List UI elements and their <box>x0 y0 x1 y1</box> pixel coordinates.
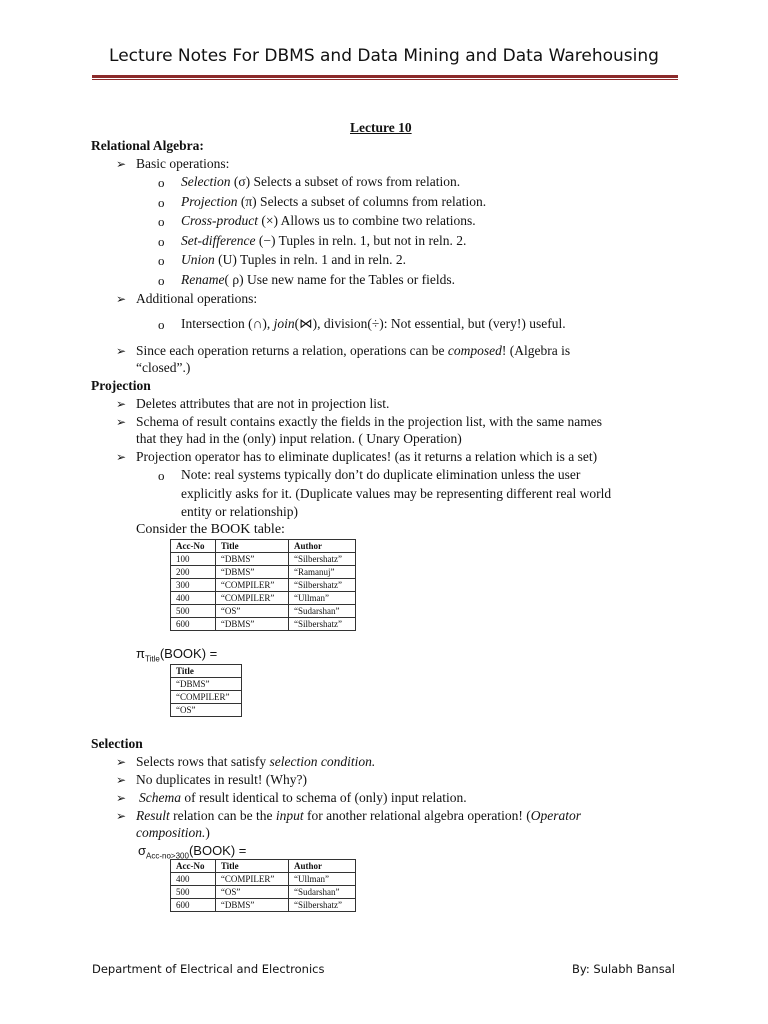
table-cell: “COMPILER” <box>215 873 288 886</box>
table-cell: “Sudarshan” <box>289 886 356 899</box>
basic-op-item: Set-difference (−) Tuples in reln. 1, but not in reln. 2. <box>181 233 467 248</box>
column-header: Author <box>289 540 356 553</box>
table-header-row <box>171 665 242 678</box>
title-result-table <box>170 664 242 717</box>
bullet-arrow-icon: ➢ <box>116 397 127 411</box>
book-table <box>170 539 356 631</box>
table-cell: 600 <box>171 899 216 912</box>
basic-op-item: Cross-product (×) Allows us to combine two relations. <box>181 213 476 228</box>
table-row <box>171 605 356 618</box>
table-cell: 200 <box>171 566 216 579</box>
table-cell: “Sudarshan” <box>289 605 356 618</box>
table-row <box>171 618 356 631</box>
bullet-arrow-icon: ➢ <box>116 809 127 823</box>
table-cell: “Ullman” <box>289 592 356 605</box>
table-cell: 100 <box>171 553 216 566</box>
table-row <box>171 678 242 691</box>
table-row <box>171 873 356 886</box>
table-cell: “DBMS” <box>171 678 242 691</box>
footer-author: By: Sulabh Bansal <box>572 962 675 976</box>
projection-bullet-cont: that they had in the (only) input relation. ( Unary Operation) <box>136 431 462 446</box>
projection-bullet: Projection operator has to eliminate duplicates! (as it returns a relation which is a set) <box>136 449 598 464</box>
table-cell: “Ramanuj” <box>289 566 356 579</box>
bullet-arrow-icon: ➢ <box>116 344 127 358</box>
bullet-arrow-icon: ➢ <box>116 415 127 429</box>
table-cell: “COMPILER” <box>215 579 288 592</box>
table-row <box>171 886 356 899</box>
sub-bullet-icon: o <box>158 317 165 332</box>
table-cell: “Silbershatz” <box>289 579 356 592</box>
table-row <box>171 592 356 605</box>
table-cell: “COMPILER” <box>171 691 242 704</box>
column-header: Title <box>215 540 288 553</box>
table-header-row <box>171 860 356 873</box>
table-row <box>171 899 356 912</box>
selection-result-table <box>170 859 356 912</box>
column-header: Title <box>215 860 288 873</box>
bullet-arrow-icon: ➢ <box>116 791 127 805</box>
projection-note-line: entity or relationship) <box>181 504 298 519</box>
projection-bullet: Schema of result contains exactly the fields in the projection list, with the same names <box>136 414 603 429</box>
basic-op-item: Union (U) Tuples in reln. 1 and in reln. 2. <box>181 252 406 267</box>
selection-bullet: Schema of result identical to schema of (only) input relation. <box>139 790 467 805</box>
table-row <box>171 704 242 717</box>
table-row <box>171 553 356 566</box>
table-cell: “OS” <box>215 605 288 618</box>
basic-ops-label: Basic operations: <box>136 156 230 171</box>
basic-op-item: Selection (σ) Selects a subset of rows from relation. <box>181 174 461 189</box>
table-cell: 400 <box>171 592 216 605</box>
table-cell: “OS” <box>171 704 242 717</box>
table-header-row <box>171 540 356 553</box>
table-cell: “Ullman” <box>289 873 356 886</box>
selection-bullet-cont: composition.) <box>136 825 210 840</box>
selection-bullet: Selects rows that satisfy selection condition. <box>136 754 376 769</box>
table-cell: “COMPILER” <box>215 592 288 605</box>
bullet-arrow-icon: ➢ <box>116 450 127 464</box>
composed-note-line1: Since each operation returns a relation, operations can be composed! (Algebra is <box>136 343 571 358</box>
sub-bullet-icon: o <box>158 253 165 268</box>
table-cell: “DBMS” <box>215 618 288 631</box>
lecture-title: Lecture 10 <box>350 120 412 135</box>
basic-op-item: Rename( ρ) Use new name for the Tables or fields. <box>181 272 455 287</box>
additional-op-item: Intersection (∩), join(⋈), division(÷): Not essential, but (very!) useful. <box>181 316 566 331</box>
projection-heading: Projection <box>91 378 151 393</box>
projection-expression: $\pi_{Title}(BOOK)$ = <box>136 646 218 664</box>
selection-expression: $\sigma_{Acc-no>300}(BOOK)$ = <box>138 843 247 861</box>
table-cell: 300 <box>171 579 216 592</box>
sub-bullet-icon: o <box>158 273 165 288</box>
bullet-arrow-icon: ➢ <box>116 292 127 306</box>
bullet-arrow-icon: ➢ <box>116 773 127 787</box>
table-row <box>171 579 356 592</box>
bullet-arrow-icon: ➢ <box>116 157 127 171</box>
header-rule-thin <box>92 79 678 80</box>
table-cell: 600 <box>171 618 216 631</box>
table-cell: 500 <box>171 605 216 618</box>
table-cell: “OS” <box>215 886 288 899</box>
table-cell: “DBMS” <box>215 566 288 579</box>
sub-bullet-icon: o <box>158 234 165 249</box>
projection-note-line: explicitly asks for it. (Duplicate values may be representing different real world <box>181 486 612 501</box>
column-header: Author <box>289 860 356 873</box>
additional-ops-label: Additional operations: <box>136 291 258 306</box>
projection-note-line: Note: real systems typically don’t do duplicate elimination unless the user <box>181 467 581 482</box>
table-cell: “Silbershatz” <box>289 618 356 631</box>
sub-bullet-icon: o <box>158 214 165 229</box>
column-header: Title <box>171 665 242 678</box>
table-row <box>171 691 242 704</box>
table-cell: “Silbershatz” <box>289 899 356 912</box>
page-header-title: Lecture Notes For DBMS and Data Mining and Data Warehousing <box>109 46 659 66</box>
selection-heading: Selection <box>91 736 143 751</box>
table-row <box>171 566 356 579</box>
relational-algebra-heading: Relational Algebra: <box>91 138 204 153</box>
consider-book-label: Consider the BOOK table: <box>136 522 285 537</box>
footer-department: Department of Electrical and Electronics <box>92 962 325 976</box>
table-cell: “Silbershatz” <box>289 553 356 566</box>
selection-bullet: Result relation can be the input for another relational algebra operation! (Operator <box>136 808 581 823</box>
sub-bullet-icon: o <box>158 195 165 210</box>
table-cell: 400 <box>171 873 216 886</box>
sub-bullet-icon: o <box>158 175 165 190</box>
column-header: Acc-No <box>171 860 216 873</box>
composed-note-line2: “closed”.) <box>136 360 191 375</box>
projection-bullet: Deletes attributes that are not in projection list. <box>136 396 390 411</box>
sub-bullet-icon: o <box>158 468 165 483</box>
selection-bullet: No duplicates in result! (Why?) <box>136 772 307 787</box>
table-cell: “DBMS” <box>215 899 288 912</box>
table-cell: “DBMS” <box>215 553 288 566</box>
column-header: Acc-No <box>171 540 216 553</box>
header-rule-thick <box>92 75 678 78</box>
basic-op-item: Projection (π) Selects a subset of columns from relation. <box>181 194 487 209</box>
bullet-arrow-icon: ➢ <box>116 755 127 769</box>
table-cell: 500 <box>171 886 216 899</box>
